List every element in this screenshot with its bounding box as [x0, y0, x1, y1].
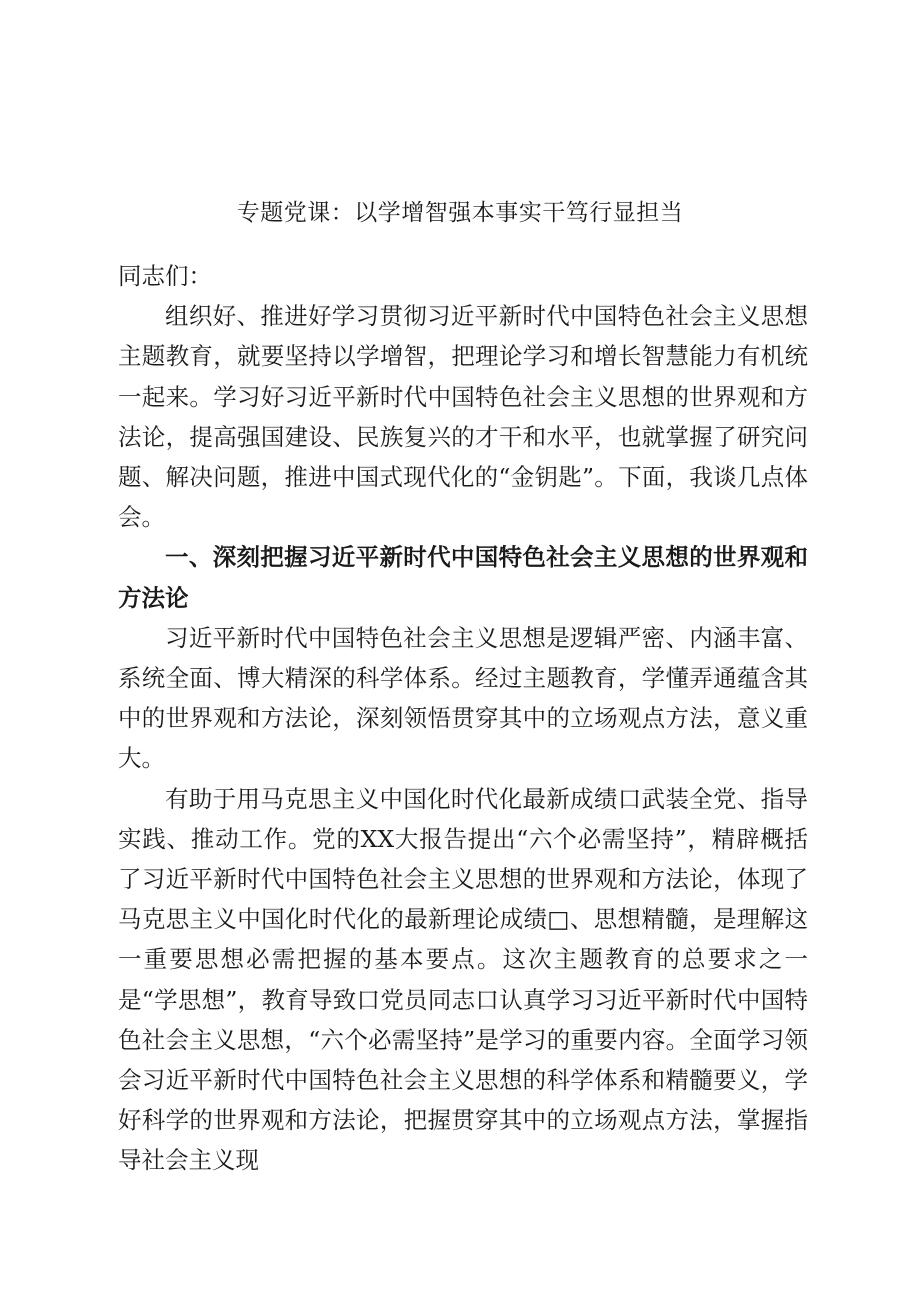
intro-paragraph: 组织好、推进好学习贯彻习近平新时代中国特色社会主义思想主题教育，就要坚持以学增智，把理论学习和增长智慧能力有机统一起来。学习好习近平新时代中国特色社会主义思想的世界观和方法论，提高强国建设、民族复兴的才干和水平，也就掌握了研究问题、解决问题，推进中国式现代化的“金钥匙”。下面，我谈几点体会。 — [118, 302, 808, 532]
salutation: 同志们： — [118, 262, 212, 290]
section-heading-1: 一、深刻把握习近平新时代中国特色社会主义思想的世界观和方法论 — [118, 543, 808, 612]
section-1-paragraph-2: 有助于用马克思主义中国化时代化最新成绩口武装全党、指导实践、推动工作。党的XX大报告提出“六个必需坚持”，精辟概括了习近平新时代中国特色社会主义思想的世界观和方法论，体现了马克思主义中国化时代化的最新理论成绩□、思想精髓，是理解这一重要思想必需把握的基本要点。这次主题教育的总要求之一是“学思想”，教育导致口党员同志口认真学习习近平新时代中国特色社会主义思想，“六个必需坚持”是学习的重要内容。全面学习领会习近平新时代中国特色社会主义思想的科学体系和精髓要义，学好科学的世界观和方法论，把握贯穿其中的立场观点方法，掌握指导社会主义现 — [118, 784, 808, 1175]
document-title: 专题党课：以学增智强本事实干笃行显担当 — [236, 200, 684, 226]
document-body — [118, 256, 808, 1181]
section-1-paragraph-1: 习近平新时代中国特色社会主义思想是逻辑严密、内涵丰富、系统全面、博大精深的科学体系。经过主题教育，学懂弄通蕴含其中的世界观和方法论，深刻领悟贯穿其中的立场观点方法，意义重大。 — [118, 623, 808, 773]
